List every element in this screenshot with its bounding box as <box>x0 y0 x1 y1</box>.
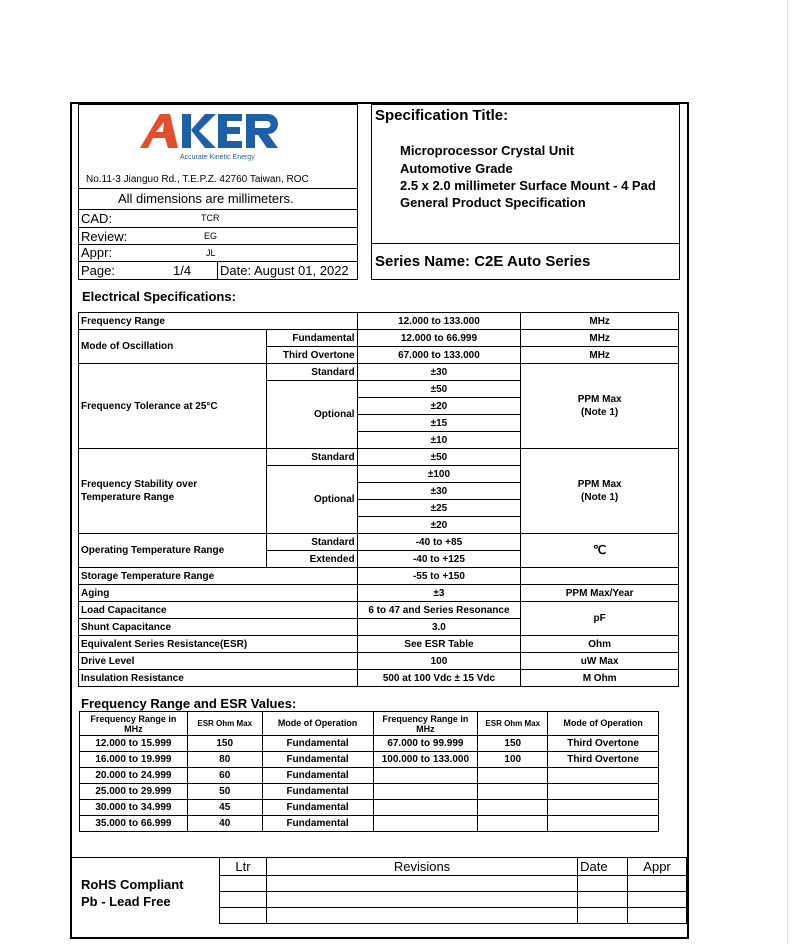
pb-free-text: Pb - Lead Free <box>81 894 171 909</box>
divider <box>78 209 358 210</box>
cell <box>478 816 548 832</box>
cad-label: CAD: <box>81 211 113 226</box>
cell: -40 to +85 <box>357 534 521 551</box>
cell <box>266 876 577 892</box>
rohs-text: RoHS Compliant <box>81 877 184 892</box>
cell: Aging <box>79 585 358 602</box>
spec-line: Automotive Grade <box>400 161 513 176</box>
column-header: ESR Ohm Max <box>478 712 548 736</box>
review-label: Review: <box>81 229 128 244</box>
divider <box>78 244 358 245</box>
cell: Fundamental <box>262 784 373 800</box>
cell: Drive Level <box>79 653 358 670</box>
revisions-table <box>219 857 687 924</box>
column-header: Ltr <box>220 858 267 876</box>
cell: Third Overtone <box>266 347 357 364</box>
cell: Equivalent Series Resistance(ESR) <box>79 636 358 653</box>
cell: Fundamental <box>262 752 373 768</box>
table-row <box>220 892 687 908</box>
window-edge <box>787 0 788 944</box>
cell: Fundamental <box>262 816 373 832</box>
cell: Fundamental <box>262 800 373 816</box>
cell <box>548 784 659 800</box>
cell <box>548 816 659 832</box>
cell: 500 at 100 Vdc ± 15 Vdc <box>357 670 521 687</box>
cell: ℃ <box>521 534 679 568</box>
electrical-heading: Electrical Specifications: <box>82 289 236 304</box>
cell: MHz <box>521 347 679 364</box>
column-header: Date <box>578 858 628 876</box>
table-row <box>79 653 679 670</box>
cell: Fundamental <box>266 330 357 347</box>
table-row <box>79 364 679 381</box>
table-row <box>79 585 679 602</box>
spec-line: General Product Specification <box>400 195 586 210</box>
cell: 67.000 to 99.999 <box>373 736 478 752</box>
cell <box>548 800 659 816</box>
cell: 150 <box>187 736 262 752</box>
cell: Shunt Capacitance <box>79 619 358 636</box>
cell <box>548 768 659 784</box>
column-header: Mode of Operation <box>262 712 373 736</box>
column-header: Frequency Range in MHz <box>80 712 188 736</box>
cell: Third Overtone <box>548 752 659 768</box>
esr-table <box>79 711 659 832</box>
column-header: Frequency Range in MHz <box>373 712 478 736</box>
cell <box>628 892 687 908</box>
table-row <box>79 568 679 585</box>
divider <box>78 261 358 262</box>
cell: 80 <box>187 752 262 768</box>
cell <box>478 800 548 816</box>
cell: PPM Max/Year <box>521 585 679 602</box>
table-header-row <box>220 858 687 876</box>
cell <box>220 908 267 924</box>
cell <box>266 908 577 924</box>
cell: Operating Temperature Range <box>79 534 267 568</box>
table-row <box>79 313 679 330</box>
cell: pF <box>521 602 679 636</box>
cell: 100.000 to 133.000 <box>373 752 478 768</box>
cell: See ESR Table <box>357 636 521 653</box>
cell <box>478 768 548 784</box>
cell <box>79 449 267 534</box>
column-header: Appr <box>628 858 687 876</box>
appr-value: JL <box>206 248 216 258</box>
divider <box>217 261 218 280</box>
cell: ±30 <box>357 483 521 500</box>
cell: 67.000 to 133.000 <box>357 347 521 364</box>
cell: ±3 <box>357 585 521 602</box>
divider <box>371 243 680 244</box>
cell: 100 <box>478 752 548 768</box>
cell: ±20 <box>357 398 521 415</box>
review-value: EG <box>204 231 218 241</box>
table-row <box>79 670 679 687</box>
logo-tagline: Accurate Kinetic Energy <box>180 154 255 161</box>
cell <box>266 892 577 908</box>
table-row <box>80 784 659 800</box>
cell: 6 to 47 and Series Resonance <box>357 602 521 619</box>
cell <box>628 876 687 892</box>
cell <box>578 908 628 924</box>
unit-line: PPM Max <box>577 394 622 405</box>
cell: 20.000 to 24.999 <box>80 768 188 784</box>
date-label: Date: August 01, 2022 <box>220 263 349 278</box>
cell <box>521 449 679 534</box>
cell: Extended <box>266 551 357 568</box>
cad-value: TCR <box>201 213 220 223</box>
cell: 12.000 to 133.000 <box>357 313 521 330</box>
cell: 60 <box>187 768 262 784</box>
cell <box>373 784 478 800</box>
table-row <box>79 534 679 551</box>
cell: Ohm <box>521 636 679 653</box>
cell: Third Overtone <box>548 736 659 752</box>
cell: 45 <box>187 800 262 816</box>
cell: ±100 <box>357 466 521 483</box>
cell: 40 <box>187 816 262 832</box>
cell: ±25 <box>357 500 521 517</box>
cell <box>220 876 267 892</box>
table-row <box>79 449 679 466</box>
cell: M Ohm <box>521 670 679 687</box>
table-header-row <box>80 712 659 736</box>
cell <box>521 568 679 585</box>
cell: 35.000 to 66.999 <box>80 816 188 832</box>
column-header: Mode of Operation <box>548 712 659 736</box>
dimensions-note: All dimensions are millimeters. <box>118 191 294 206</box>
table-row <box>80 800 659 816</box>
cell: 100 <box>357 653 521 670</box>
cell: Insulation Resistance <box>79 670 358 687</box>
table-row <box>220 876 687 892</box>
cell: ±20 <box>357 517 521 534</box>
divider <box>78 227 358 228</box>
table-row <box>220 908 687 924</box>
label-line: Frequency Stability over <box>81 479 198 490</box>
cell: Storage Temperature Range <box>79 568 358 585</box>
column-header: ESR Ohm Max <box>187 712 262 736</box>
spec-line: Microprocessor Crystal Unit <box>400 143 575 158</box>
cell: 150 <box>478 736 548 752</box>
cell: 3.0 <box>357 619 521 636</box>
divider <box>78 188 358 189</box>
cell: -40 to +125 <box>357 551 521 568</box>
cell: Mode of Oscillation <box>79 330 267 364</box>
page-value: 1/4 <box>173 263 192 278</box>
series-name: Series Name: C2E Auto Series <box>375 253 591 270</box>
cell <box>521 364 679 449</box>
cell: 12.000 to 66.999 <box>357 330 521 347</box>
cell: Frequency Range <box>79 313 358 330</box>
cell <box>373 768 478 784</box>
cell: 25.000 to 29.999 <box>80 784 188 800</box>
page-label: Page: <box>81 263 115 278</box>
cell <box>578 892 628 908</box>
cell <box>628 908 687 924</box>
cell: ±50 <box>357 381 521 398</box>
cell <box>373 800 478 816</box>
cell: 16.000 to 19.999 <box>80 752 188 768</box>
table-row <box>79 636 679 653</box>
cell: ±50 <box>357 449 521 466</box>
cell: uW Max <box>521 653 679 670</box>
cell <box>478 784 548 800</box>
cell: 30.000 to 34.999 <box>80 800 188 816</box>
cell: 50 <box>187 784 262 800</box>
unit-line: (Note 1) <box>581 492 619 503</box>
cell: Standard <box>266 449 357 466</box>
cell: MHz <box>521 313 679 330</box>
cell: ±10 <box>357 432 521 449</box>
column-header: Revisions <box>266 858 577 876</box>
cell: ±30 <box>357 364 521 381</box>
cell <box>578 876 628 892</box>
spec-title-label: Specification Title: <box>375 107 509 124</box>
cell: Frequency Tolerance at 25°C <box>79 364 267 449</box>
table-row <box>80 816 659 832</box>
cell: Optional <box>266 466 357 534</box>
cell: Load Capacitance <box>79 602 358 619</box>
cell: Standard <box>266 364 357 381</box>
cell: ±15 <box>357 415 521 432</box>
label-line: Temperature Range <box>81 492 175 503</box>
company-address: No.11-3 Jianguo Rd., T.E.P.Z. 42760 Taiwan, ROC <box>86 174 309 185</box>
cell: 12.000 to 15.999 <box>80 736 188 752</box>
cell: MHz <box>521 330 679 347</box>
table-row <box>79 330 679 347</box>
table-row <box>80 736 659 752</box>
esr-heading: Frequency Range and ESR Values: <box>81 696 297 711</box>
table-row <box>80 768 659 784</box>
table-row <box>80 752 659 768</box>
cell: Standard <box>266 534 357 551</box>
spec-line: 2.5 x 2.0 millimeter Surface Mount - 4 Pad <box>400 178 656 193</box>
cell <box>220 892 267 908</box>
appr-label: Appr: <box>81 245 113 260</box>
cell: Optional <box>266 381 357 449</box>
electrical-spec-table <box>78 312 679 687</box>
unit-line: PPM Max <box>577 479 622 490</box>
unit-line: (Note 1) <box>581 407 619 418</box>
table-row <box>79 602 679 619</box>
cell: Fundamental <box>262 736 373 752</box>
cell: Fundamental <box>262 768 373 784</box>
cell: -55 to +150 <box>357 568 521 585</box>
cell <box>373 816 478 832</box>
aker-logo <box>138 110 288 152</box>
